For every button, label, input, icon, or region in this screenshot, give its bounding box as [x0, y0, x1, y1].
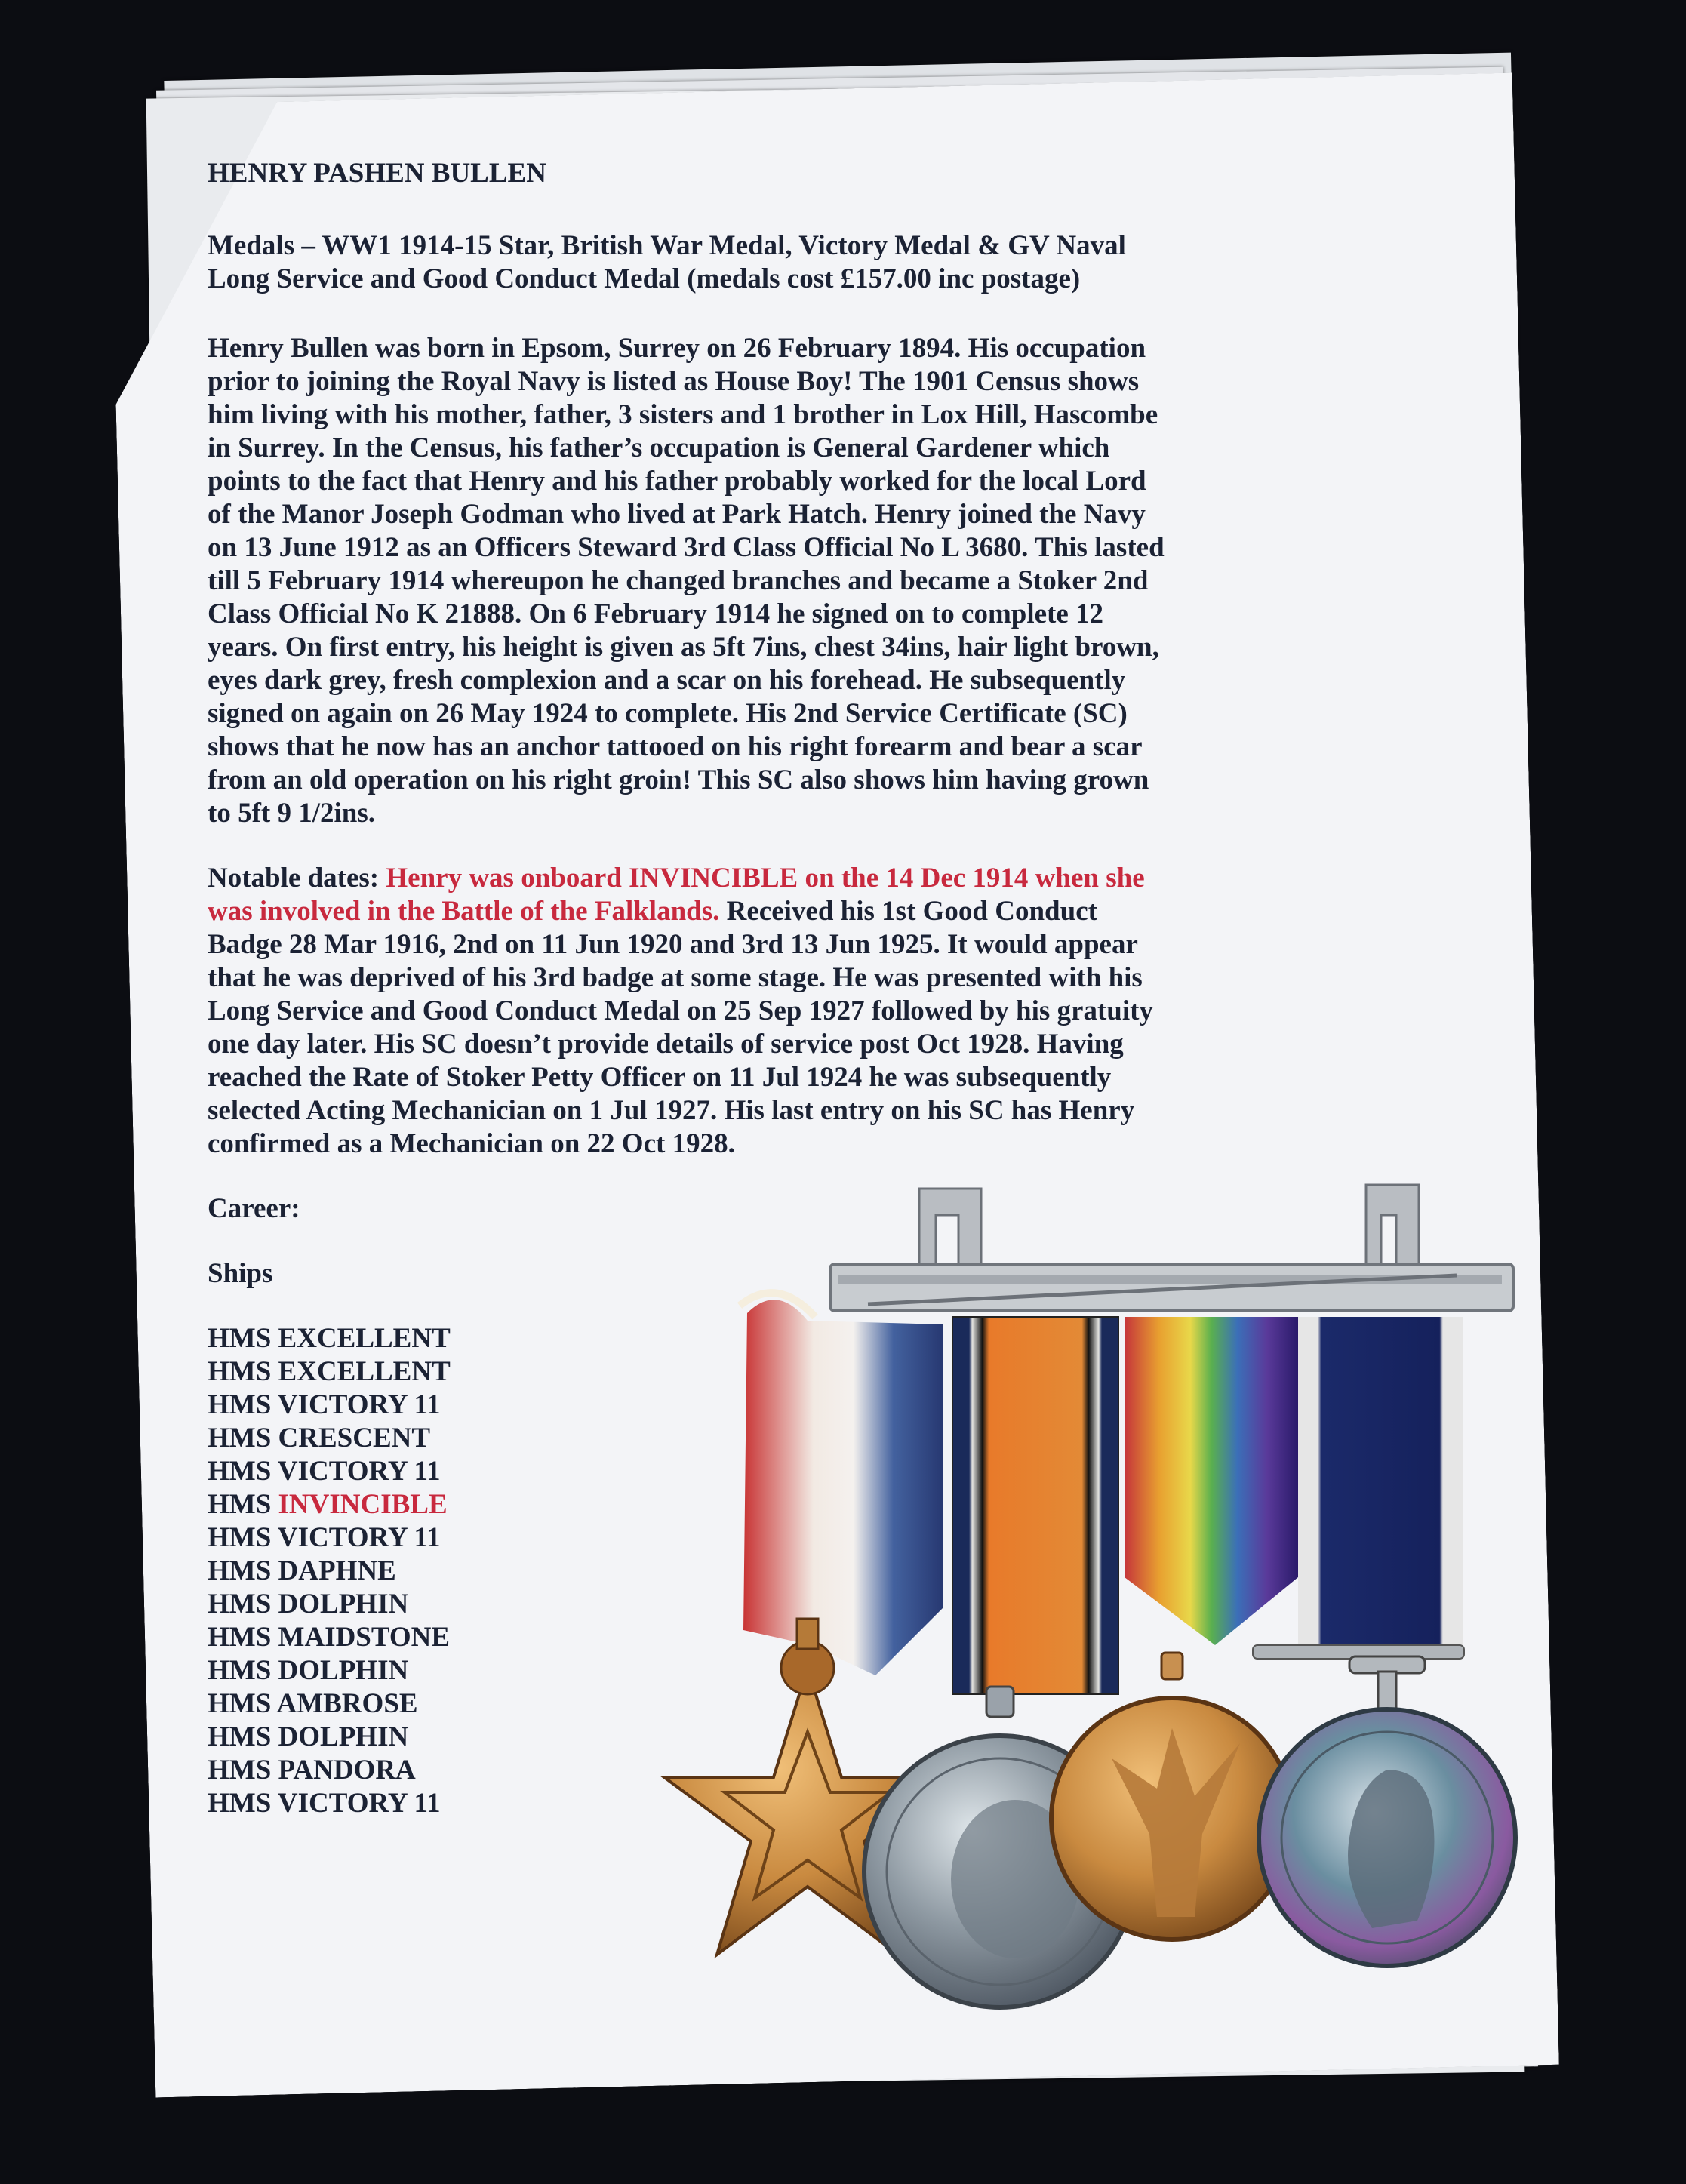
ship-entry	[208, 1555, 1355, 1588]
ship-prefix: HMS	[208, 1589, 278, 1620]
medals-line: Medals – WW1 1914-15 Star, British War Medal, Victory Medal & GV Naval	[208, 230, 1126, 261]
biography-line: to 5ft 9 1/2ins.	[208, 798, 375, 829]
ship-prefix: HMS	[208, 1755, 278, 1786]
biography-line: prior to joining the Royal Navy is listed as House Boy! The 1901 Census shows	[208, 366, 1140, 397]
ship-name: DOLPHIN	[278, 1721, 409, 1752]
ship-entry	[208, 1355, 1355, 1389]
ship-name: VICTORY 11	[277, 1522, 441, 1553]
biography-line: him living with his mother, father, 3 sisters and 1 brother in Lox Hill, Hascombe	[208, 399, 1158, 430]
biography-line: years. On first entry, his height is given as 5ft 7ins, chest 34ins, hair light brown,	[208, 632, 1159, 663]
ship-name: PANDORA	[278, 1755, 416, 1786]
ship-name: EXCELLENT	[278, 1323, 451, 1354]
ship-prefix: HMS	[208, 1489, 278, 1520]
career-heading: Career:	[208, 1193, 300, 1224]
ship-prefix: HMS	[208, 1423, 278, 1453]
ship-name: CRESCENT	[278, 1423, 431, 1453]
ship-entry	[208, 1588, 1355, 1621]
ship-entry	[208, 1422, 1355, 1455]
biography-line: shows that he now has an anchor tattooed on his right forearm and bear a scar	[208, 731, 1143, 762]
ship-prefix: HMS	[208, 1522, 278, 1553]
ship-prefix: HMS	[208, 1555, 278, 1586]
biography-line: till 5 February 1914 whereupon he changed branches and became a Stoker 2nd	[208, 565, 1149, 596]
biography-line: points to the fact that Henry and his father probably worked for the local Lord	[208, 466, 1146, 497]
ship-name: EXCELLENT	[278, 1356, 451, 1387]
biography-line: on 13 June 1912 as an Officers Steward 3rd Class Official No L 3680. This lasted	[208, 532, 1165, 563]
ship-name: DAPHNE	[278, 1555, 396, 1586]
ship-prefix: HMS	[208, 1721, 278, 1752]
biography-line: eyes dark grey, fresh complexion and a scar on his forehead. He subsequently	[208, 665, 1126, 696]
ship-entry	[208, 1455, 1355, 1488]
ship-name: VICTORY 11	[277, 1456, 441, 1487]
ship-entry	[208, 1488, 1355, 1521]
ship-prefix: HMS	[208, 1389, 278, 1420]
ship-entry	[208, 1654, 1355, 1687]
biography-line: of the Manor Joseph Godman who lived at Park Hatch. Henry joined the Navy	[208, 499, 1146, 530]
biography-line: in Surrey. In the Census, his father’s occupation is General Gardener which	[208, 432, 1110, 463]
ships-heading: Ships	[208, 1258, 273, 1289]
ship-name: AMBROSE	[276, 1688, 418, 1719]
invincible-highlight: Henry was onboard INVINCIBLE on the 14 Dec 1914 when she was involved in the Battle of the Falklands.	[208, 863, 1145, 927]
medals-summary	[208, 229, 1355, 296]
biography-line: signed on again on 26 May 1924 to complete. His 2nd Service Certificate (SC)	[208, 698, 1128, 729]
ship-name: DOLPHIN	[278, 1589, 409, 1620]
ship-entry	[208, 1787, 1355, 1820]
notable-dates-label: Notable dates:	[208, 863, 386, 894]
ship-prefix: HMS	[208, 1323, 278, 1354]
ships-list	[208, 1322, 1355, 1820]
ship-name: VICTORY 11	[277, 1788, 441, 1819]
ship-name: DOLPHIN	[278, 1655, 409, 1686]
document-title: HENRY PASHEN BULLEN	[208, 158, 546, 189]
biography-paragraph	[208, 332, 1355, 830]
biography-line: Henry Bullen was born in Epsom, Surrey on 26 February 1894. His occupation	[208, 333, 1146, 364]
ship-entry	[208, 1754, 1355, 1787]
ship-entry	[208, 1322, 1355, 1355]
ship-prefix: HMS	[208, 1622, 278, 1653]
biography-line: from an old operation on his right groin! This SC also shows him having grown	[208, 764, 1149, 795]
ship-entry	[208, 1687, 1355, 1721]
document-text	[208, 157, 1355, 1820]
ship-entry	[208, 1389, 1355, 1422]
biography-line: Class Official No K 21888. On 6 February 1914 he signed on to complete 12	[208, 598, 1104, 629]
notable-dates-text: Received his 1st Good Conduct Badge 28 Mar 1916, 2nd on 11 Jun 1920 and 3rd 13 Jun 1925. It would appear that he was deprived of his 3rd badge at some stage. He was presented with his Long Service and Good Conduct Medal on 25 Sep 1927 followed by his gratuity one day later. His SC doesn’t provide details of service post Oct 1928. Having reached the Rate of Stoker Petty Officer on 11 Jul 1924 he was subsequently selected Acting Mechanician on 1 Jul 1927. His last entry on his SC has Henry confirmed as a Mechanician on 22 Oct 1928.	[208, 896, 1153, 1159]
ship-prefix: HMS	[208, 1688, 277, 1719]
ship-entry	[208, 1621, 1355, 1654]
notable-dates-paragraph	[208, 862, 1166, 1161]
ship-name: VICTORY 11	[277, 1389, 441, 1420]
ship-prefix: HMS	[208, 1655, 278, 1686]
medals-line: Long Service and Good Conduct Medal (medals cost £157.00 inc postage)	[208, 263, 1081, 294]
ship-prefix: HMS	[208, 1356, 278, 1387]
ship-prefix: HMS	[208, 1456, 278, 1487]
ship-name: INVINCIBLE	[278, 1489, 448, 1520]
ship-name: MAIDSTONE	[278, 1622, 451, 1653]
ship-entry	[208, 1521, 1355, 1555]
ship-prefix: HMS	[208, 1788, 278, 1819]
ship-entry	[208, 1721, 1355, 1754]
